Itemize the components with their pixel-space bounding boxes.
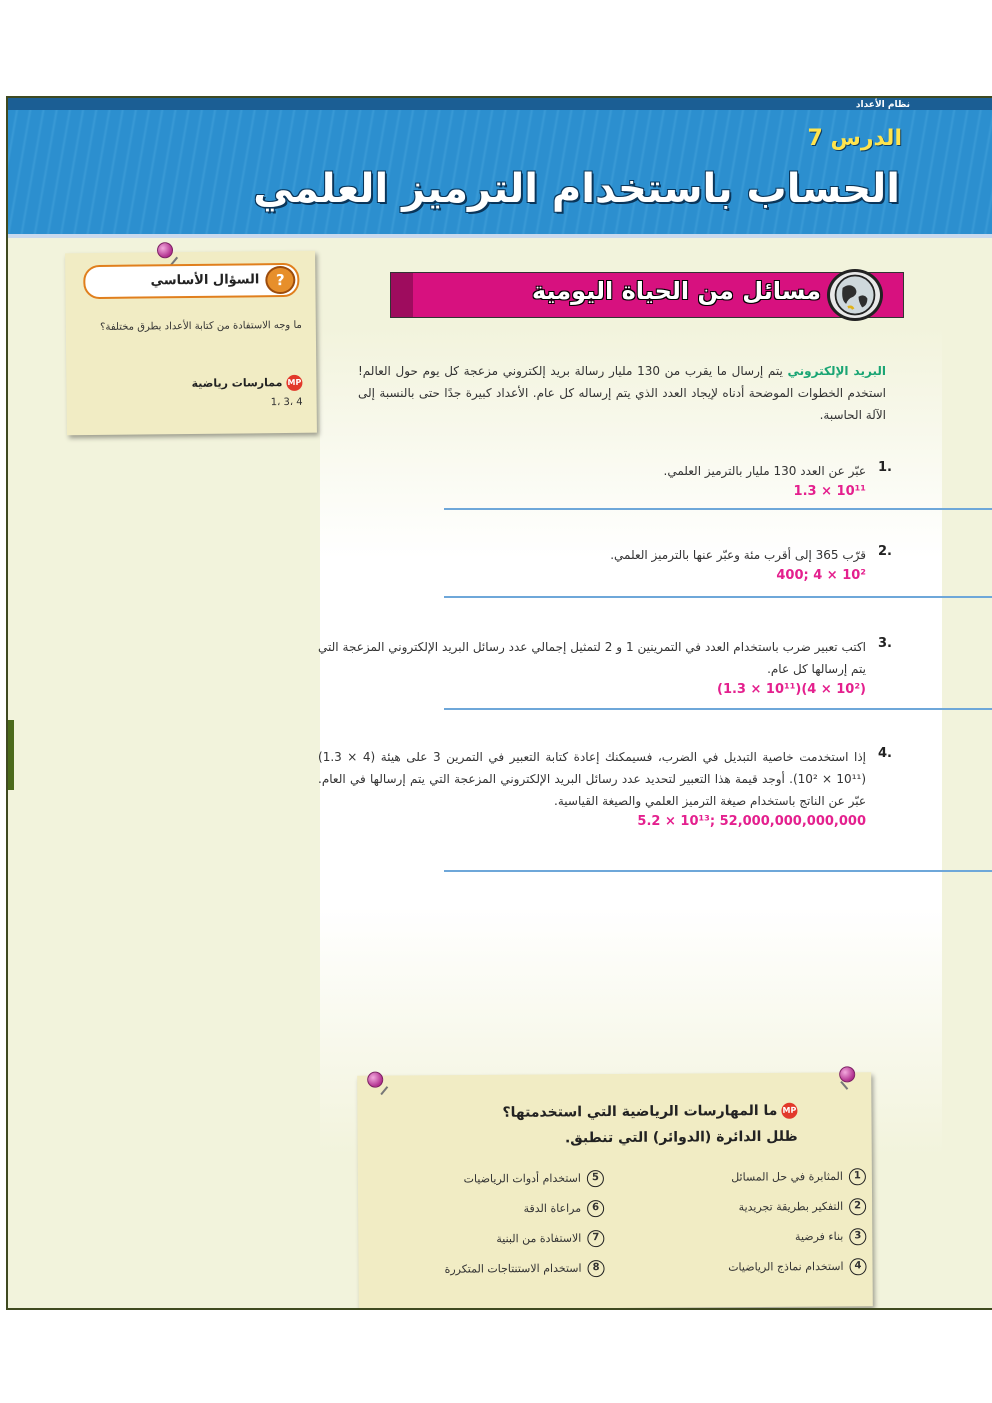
math-practices-heading-text: ما المهارسات الرياضية التي استخدمتها؟ bbox=[502, 1102, 778, 1121]
intro-text: يتم إرسال ما يقرب من 130 مليار رسالة بريد إلكتروني مزعجة كل يوم حول العالم! استخدم الخطوات الموضحة أدناه لإيجاد العدد الذي يتم إرساله كل عام. الأعداد كبيرة جدًا حتى بالنسبة إلى الآلة الحاسبة. bbox=[358, 364, 886, 422]
practice-option[interactable] bbox=[366, 1260, 604, 1292]
practice-checkbox[interactable]: 6 bbox=[587, 1200, 604, 1217]
essential-question-text: ما وجه الاستفادة من كتابة الأعداد بطرق مختلفة؟ bbox=[100, 319, 302, 333]
pushpin-needle bbox=[380, 1086, 388, 1095]
section-banner bbox=[390, 272, 904, 318]
practice-label: بناء فرضية bbox=[794, 1229, 844, 1244]
math-practices-note bbox=[357, 1072, 873, 1310]
practice-label: المثابرة في حل المسائل bbox=[731, 1169, 843, 1184]
practice-checkbox[interactable]: 5 bbox=[587, 1170, 604, 1187]
answer-rule bbox=[444, 870, 992, 872]
practice-checkbox[interactable]: 8 bbox=[587, 1260, 604, 1277]
page-edge-tab bbox=[8, 720, 14, 790]
practice-option[interactable] bbox=[628, 1228, 866, 1260]
exercise-text: اكتب تعبير ضرب باستخدام العدد في التمرينين 1 و 2 لتمثيل إجمالي عدد رسائل البريد الإلكتروني المزعجة التي يتم إرسالها كل عام. bbox=[318, 640, 866, 676]
exercise-answer: 400; 4 × 10² bbox=[776, 568, 866, 583]
intro-paragraph bbox=[358, 360, 886, 426]
unit-label: نظام الأعداد bbox=[855, 100, 910, 110]
essential-question-header bbox=[83, 263, 299, 299]
banner-tab bbox=[391, 273, 413, 317]
essential-question-note bbox=[65, 251, 317, 436]
exercise-answer: 5.2 × 10¹³; 52,000,000,000,000 bbox=[637, 814, 866, 829]
exercise-text: قرّب 365 إلى أقرب مئة وعبّر عنها بالترميز العلمي. bbox=[610, 548, 866, 562]
practice-label: استخدام أدوات الرياضيات bbox=[463, 1171, 581, 1186]
practice-checkbox[interactable]: 1 bbox=[849, 1168, 866, 1185]
practice-checkbox[interactable]: 7 bbox=[587, 1230, 604, 1247]
exercise-number: 3. bbox=[878, 636, 892, 651]
exercise-3 bbox=[318, 636, 892, 697]
practice-checkbox[interactable]: 4 bbox=[849, 1258, 866, 1275]
workbook-page bbox=[6, 96, 992, 1310]
math-practices-icon: MP bbox=[286, 375, 302, 391]
exercise-2 bbox=[318, 544, 892, 583]
exercise-text: عبّر عن العدد 130 مليار بالترميز العلمي. bbox=[663, 464, 866, 478]
math-practices-numbers: 1، 3، 4 bbox=[270, 396, 303, 409]
answer-rule bbox=[444, 508, 992, 510]
exercise-1 bbox=[318, 460, 892, 499]
question-magnifier-icon: ? bbox=[265, 266, 295, 294]
pushpin-icon bbox=[157, 242, 173, 258]
practice-label: استخدام نماذج الرياضيات bbox=[728, 1259, 844, 1274]
globe-icon bbox=[827, 269, 883, 321]
pushpin-icon bbox=[367, 1072, 383, 1088]
answer-rule bbox=[444, 708, 992, 710]
essential-question-title: السؤال الأساسي bbox=[150, 272, 260, 289]
math-practices-instruction: ظلل الدائرة (الدوائر) التي تنطبق. bbox=[564, 1128, 798, 1147]
exercise-answer: 1.3 × 10¹¹ bbox=[793, 484, 866, 499]
math-practices-label bbox=[191, 375, 302, 392]
practice-label: مراعاة الدقة bbox=[523, 1201, 582, 1216]
exercise-text: إذا استخدمت خاصية التبديل في الضرب، فسيمكنك إعادة كتابة التعبير في التمرين 3 على هيئة (4 × 1.3)(10¹¹ × 10²). أوجد قيمة هذا التعبير لتحديد عدد رسائل البريد الإلكتروني المزعجة التي يتم إرسالها في العام. عبّر عن الناتج باستخدام صيغة الترميز العلمي والصيغة القياسية. bbox=[318, 750, 867, 808]
exercise-answer: (1.3 × 10¹¹)(4 × 10²) bbox=[717, 682, 866, 697]
exercise-number: 2. bbox=[878, 544, 892, 559]
practice-checkbox[interactable]: 3 bbox=[849, 1228, 866, 1245]
practice-label: التفكير بطريقة تجريدية bbox=[738, 1199, 844, 1214]
practice-checkbox[interactable]: 2 bbox=[849, 1198, 866, 1215]
practice-option[interactable] bbox=[628, 1198, 866, 1230]
practice-option[interactable] bbox=[366, 1230, 604, 1262]
practice-option[interactable] bbox=[366, 1200, 604, 1232]
intro-highlight: البريد الإلكتروني bbox=[787, 364, 886, 378]
practice-label: استخدام الاستنتاجات المتكررة bbox=[444, 1261, 582, 1276]
math-practices-icon: MP bbox=[781, 1103, 797, 1119]
practice-option[interactable] bbox=[366, 1170, 604, 1202]
math-practices-options bbox=[390, 1168, 867, 1291]
lesson-title: الحساب باستخدام الترميز العلمي bbox=[253, 166, 900, 212]
section-title: مسائل من الحياة اليومية bbox=[531, 277, 821, 305]
answer-rule bbox=[444, 596, 992, 598]
exercise-number: 4. bbox=[878, 746, 892, 761]
practice-label: الاستفادة من البنية bbox=[496, 1231, 582, 1246]
practice-option[interactable] bbox=[628, 1168, 866, 1200]
exercise-4 bbox=[318, 746, 892, 829]
header-strip bbox=[8, 98, 992, 110]
exercise-number: 1. bbox=[878, 460, 892, 475]
lesson-header bbox=[8, 98, 992, 238]
content-panel bbox=[320, 326, 942, 1156]
lesson-number: الدرس 7 bbox=[807, 126, 902, 151]
math-practices-label-text: ممارسات رياضية bbox=[191, 376, 283, 390]
practice-option[interactable] bbox=[628, 1258, 866, 1290]
math-practices-heading bbox=[502, 1103, 797, 1121]
